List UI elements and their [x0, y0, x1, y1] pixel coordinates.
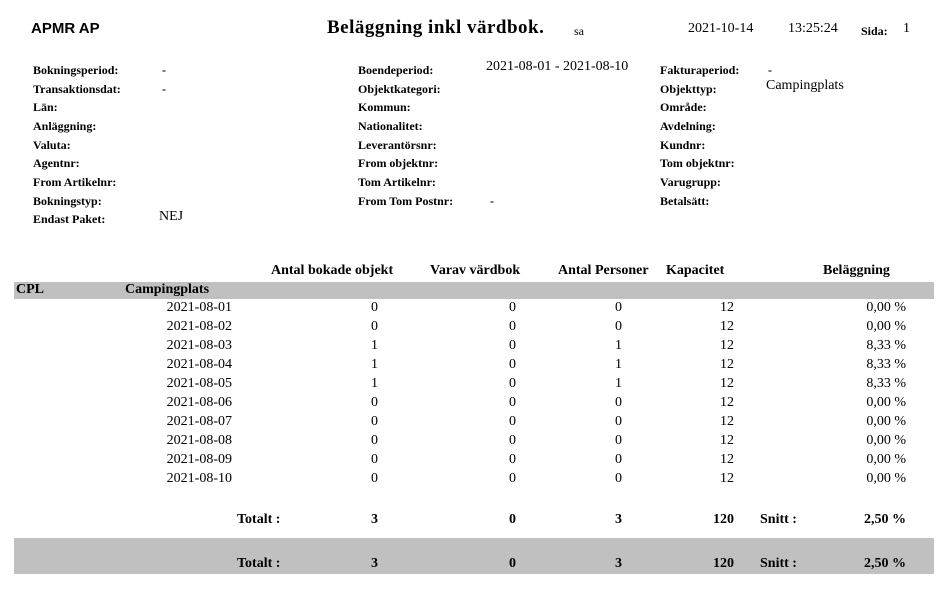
row-date: 2021-08-02 [166, 319, 232, 334]
param-label: Nationalitet: [358, 119, 423, 133]
row-persons: 1 [615, 338, 622, 353]
param-label: Område: [660, 100, 707, 114]
total-occupancy: 2,50 % [864, 556, 906, 571]
col-header-occupancy: Beläggning [823, 263, 890, 278]
param-label: Tom Artikelnr: [358, 175, 436, 189]
param-label: Valuta: [33, 138, 71, 152]
row-capacity: 12 [720, 395, 734, 410]
subtotal-occupancy: 2,50 % [864, 512, 906, 527]
page-number: 1 [903, 21, 910, 36]
row-capacity: 12 [720, 338, 734, 353]
param-label: Leverantörsnr: [358, 138, 437, 152]
row-capacity: 12 [720, 376, 734, 391]
param-value: 2021-08-01 - 2021-08-10 [486, 59, 629, 74]
row-booked: 1 [371, 376, 378, 391]
row-vardbok: 0 [509, 357, 516, 372]
row-occupancy: 0,00 % [866, 300, 906, 315]
col-header-booked: Antal bokade objekt [271, 263, 394, 278]
row-date: 2021-08-05 [166, 376, 232, 391]
param-label: Varugrupp: [660, 175, 721, 189]
row-vardbok: 0 [509, 452, 516, 467]
row-date: 2021-08-08 [166, 433, 232, 448]
row-capacity: 12 [720, 452, 734, 467]
total-vardbok: 0 [509, 556, 516, 571]
row-booked: 1 [371, 338, 378, 353]
group-name: Campingplats [125, 282, 210, 297]
param-value: - [490, 194, 494, 208]
row-capacity: 12 [720, 433, 734, 448]
param-label: Anläggning: [33, 119, 97, 133]
param-label: Endast Paket: [33, 212, 106, 226]
row-date: 2021-08-04 [166, 357, 232, 372]
report-title: Beläggning inkl värdbok. [327, 17, 545, 38]
param-label: Tom objektnr: [660, 156, 735, 170]
param-label: From Artikelnr: [33, 175, 117, 189]
total-avg-label: Snitt : [760, 556, 797, 571]
group-code: CPL [16, 282, 44, 297]
row-booked: 0 [371, 395, 378, 410]
param-value: - [162, 82, 166, 96]
row-booked: 0 [371, 471, 378, 486]
row-booked: 0 [371, 300, 378, 315]
row-vardbok: 0 [509, 376, 516, 391]
row-booked: 1 [371, 357, 378, 372]
param-value: NEJ [159, 209, 184, 224]
row-vardbok: 0 [509, 433, 516, 448]
param-label: From Tom Postnr: [358, 194, 454, 208]
row-occupancy: 0,00 % [866, 414, 906, 429]
total-persons: 3 [615, 556, 622, 571]
param-value: - [768, 63, 772, 77]
col-header-capacity: Kapacitet [666, 263, 725, 278]
report-date: 2021-10-14 [688, 21, 754, 36]
param-label: Kundnr: [660, 138, 706, 152]
row-vardbok: 0 [509, 414, 516, 429]
row-persons: 0 [615, 395, 622, 410]
param-label: Bokningsperiod: [33, 63, 119, 77]
company-name: APMR AP [31, 20, 100, 37]
row-date: 2021-08-03 [166, 338, 232, 353]
row-vardbok: 0 [509, 471, 516, 486]
row-date: 2021-08-07 [166, 414, 232, 429]
row-vardbok: 0 [509, 300, 516, 315]
row-booked: 0 [371, 433, 378, 448]
param-label: From objektnr: [358, 156, 439, 170]
row-persons: 1 [615, 376, 622, 391]
col-header-persons: Antal Personer [558, 263, 649, 278]
report-user: sa [574, 24, 584, 38]
row-capacity: 12 [720, 471, 734, 486]
row-occupancy: 0,00 % [866, 471, 906, 486]
row-capacity: 12 [720, 414, 734, 429]
row-booked: 0 [371, 414, 378, 429]
row-vardbok: 0 [509, 319, 516, 334]
param-label: Transaktionsdat: [33, 82, 121, 96]
row-occupancy: 0,00 % [866, 433, 906, 448]
row-occupancy: 8,33 % [866, 357, 906, 372]
param-label: Bokningstyp: [33, 194, 102, 208]
row-occupancy: 8,33 % [866, 338, 906, 353]
row-persons: 0 [615, 300, 622, 315]
row-occupancy: 0,00 % [866, 319, 906, 334]
row-persons: 1 [615, 357, 622, 372]
row-persons: 0 [615, 319, 622, 334]
row-vardbok: 0 [509, 338, 516, 353]
param-label: Objektkategori: [358, 82, 441, 96]
param-value: Campingplats [766, 78, 844, 93]
param-value: - [162, 63, 166, 77]
row-date: 2021-08-09 [166, 452, 232, 467]
param-label: Betalsätt: [660, 194, 710, 208]
param-label: Boendeperiod: [358, 63, 434, 77]
total-booked: 3 [371, 556, 378, 571]
param-label: Kommun: [358, 100, 411, 114]
row-capacity: 12 [720, 319, 734, 334]
row-date: 2021-08-10 [166, 471, 232, 486]
row-booked: 0 [371, 319, 378, 334]
row-capacity: 12 [720, 300, 734, 315]
param-label: Avdelning: [660, 119, 716, 133]
row-occupancy: 8,33 % [866, 376, 906, 391]
row-occupancy: 0,00 % [866, 395, 906, 410]
param-label: Fakturaperiod: [660, 63, 740, 77]
param-label: Län: [33, 100, 58, 114]
total-label: Totalt : [237, 556, 281, 571]
row-persons: 0 [615, 414, 622, 429]
row-date: 2021-08-06 [166, 395, 232, 410]
row-capacity: 12 [720, 357, 734, 372]
row-persons: 0 [615, 433, 622, 448]
param-label: Objekttyp: [660, 82, 717, 96]
subtotal-persons: 3 [615, 512, 622, 527]
row-occupancy: 0,00 % [866, 452, 906, 467]
param-label: Agentnr: [33, 156, 80, 170]
row-date: 2021-08-01 [166, 300, 232, 315]
row-booked: 0 [371, 452, 378, 467]
page-label: Sida: [861, 24, 888, 38]
subtotal-vardbok: 0 [509, 512, 516, 527]
row-vardbok: 0 [509, 395, 516, 410]
subtotal-label: Totalt : [237, 512, 281, 527]
row-persons: 0 [615, 452, 622, 467]
report-time: 13:25:24 [788, 21, 838, 36]
row-persons: 0 [615, 471, 622, 486]
total-capacity: 120 [713, 556, 734, 571]
subtotal-avg-label: Snitt : [760, 512, 797, 527]
subtotal-capacity: 120 [713, 512, 734, 527]
subtotal-booked: 3 [371, 512, 378, 527]
col-header-vardbok: Varav värdbok [430, 263, 521, 278]
